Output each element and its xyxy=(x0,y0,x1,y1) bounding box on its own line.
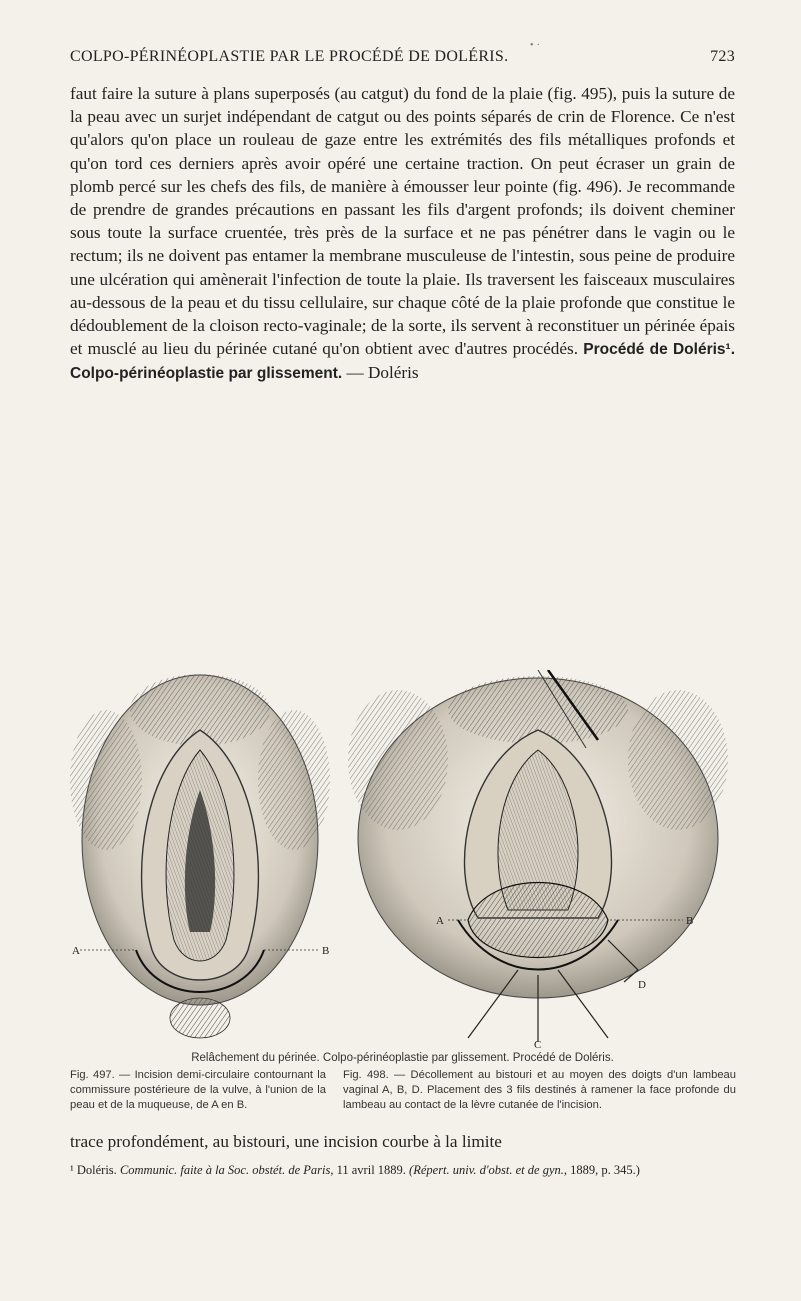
footnote xyxy=(70,1162,735,1178)
footnote-author: Doléris. xyxy=(76,1163,117,1177)
fig497-label-a: A xyxy=(72,945,80,957)
section-heading: Procédé de Doléris¹. Colpo-périnéoplastie par glissement. xyxy=(70,341,735,383)
running-title: COLPO-PÉRINÉOPLASTIE PAR LE PROCÉDÉ DE DOLÉRIS. xyxy=(70,48,509,65)
section-tail: — Doléris xyxy=(346,363,419,383)
fig498-label-c: C xyxy=(534,1039,542,1048)
footnote-title-2: (Répert. univ. d'obst. et de gyn., xyxy=(409,1163,567,1177)
footnote-marker: ¹ xyxy=(70,1163,74,1177)
figure-497-illustration xyxy=(66,670,334,1048)
fig497-label-b: B xyxy=(322,945,330,957)
main-paragraph: faut faire la suture à plans superposés (au catgut) du fond de la plaie (fig. 495), puis la suture de la peau avec un surjet indépendant de catgut ou des points séparés de crin de Florence. Ce n'est qu'alors qu'on place un rouleau de gaze entre les extrémités des fils métalliques profonds et qu'on tord ces derniers après avoir opéré une certaine traction. On peut écraser un grain de plomb percé sur les chefs des fils, de manière à émousser leur pointe (fig. 496). Je recommande de prendre de grandes précautions en passant les fils d'argent profonds; ils doivent cheminer sous toute la surface cruentée, très près de la surface et ne pas pénétrer dans le vagin ou le rectum; ils ne doivent pas entamer la membrane musculeuse de l'intestin, sous peine de produire une ulcération qui amènerait l'infection de toute la plaie. Ils traversent les faisceaux musculaires au-dessous de la peau et du tissu cellulaire, sur chaque côté de la plaie profonde que constitue le dédoublement de la cloison recto-vaginale; de la sorte, ils servent à reconstituer un périnée épais et musclé au lieu du périnée cutané qu'on obtient avec d'autres procédés. Procédé de Doléris¹. Colpo-périnéoplastie par glissement. — Doléris xyxy=(70,84,735,383)
figure-main-caption: Relâchement du périnée. Colpo-périnéoplastie par glissement. Procédé de Doléris. xyxy=(191,1052,614,1064)
figure-497-caption: Fig. 497. — Incision demi-circulaire contournant la commissure postérieure de la vulve, à l'union de la peau et de la muqueuse, de A en B. xyxy=(70,1069,326,1111)
fig498-label-a: A xyxy=(436,915,444,927)
fig498-label-b: B xyxy=(686,915,694,927)
figure-498-caption: Fig. 498. — Décollement au bistouri et au moyen des doigts d'un lambeau vaginal A, B, D. Placement des 3 fils destinés à ramener la face profonde du lambeau au contact de la lèvre cutanée de l'incision. xyxy=(343,1069,736,1111)
figure-498-illustration xyxy=(338,670,736,1048)
running-header xyxy=(70,42,735,72)
stray-mark: • · xyxy=(530,40,541,51)
footnote-title-1: Communic. faite à la Soc. obstét. de Paris, xyxy=(119,1163,334,1177)
body-text xyxy=(70,82,735,386)
footnote-date: 11 avril 1889. xyxy=(336,1163,406,1177)
footnote-end: 1889, p. 345.) xyxy=(570,1163,640,1177)
fig498-label-d: D xyxy=(638,979,646,991)
continuation-text: trace profondément, au bistouri, une incision courbe à la limite xyxy=(70,1132,502,1151)
page-number: 723 xyxy=(710,48,735,65)
